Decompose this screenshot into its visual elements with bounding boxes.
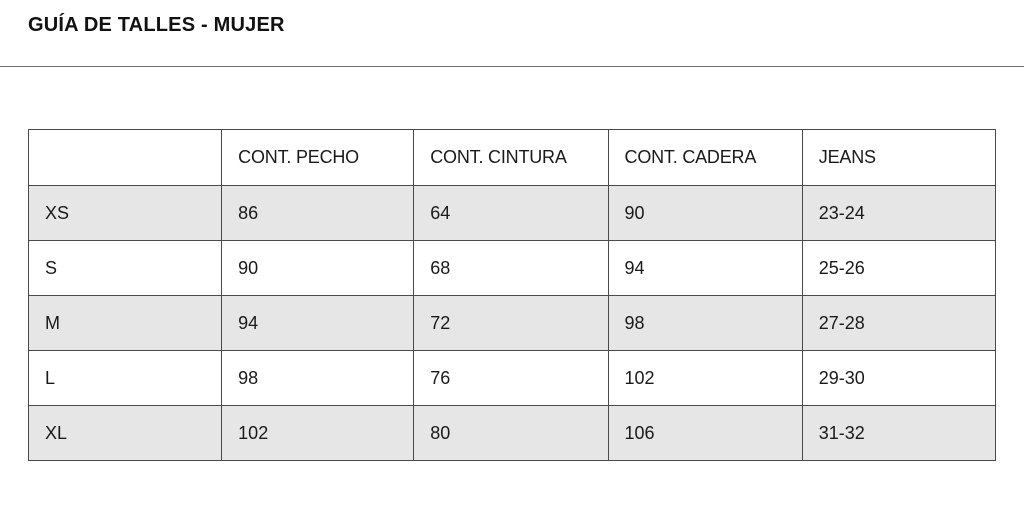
cell-jeans: 29-30	[802, 351, 995, 406]
title-divider	[0, 66, 1024, 67]
cell-hip: 106	[608, 406, 802, 461]
cell-waist: 64	[414, 186, 608, 241]
cell-chest: 86	[222, 186, 414, 241]
table-row	[29, 351, 996, 406]
cell-jeans: 23-24	[802, 186, 995, 241]
header-jeans: JEANS	[802, 130, 995, 186]
table-header-row	[29, 130, 996, 186]
table-row	[29, 296, 996, 351]
cell-hip: 94	[608, 241, 802, 296]
page-title: GUÍA DE TALLES - MUJER	[28, 14, 285, 36]
cell-chest: 98	[222, 351, 414, 406]
table-row	[29, 241, 996, 296]
cell-waist: 68	[414, 241, 608, 296]
cell-jeans: 25-26	[802, 241, 995, 296]
cell-size: XS	[29, 186, 222, 241]
cell-waist: 72	[414, 296, 608, 351]
table-row	[29, 406, 996, 461]
header-hip: CONT. CADERA	[608, 130, 802, 186]
cell-waist: 80	[414, 406, 608, 461]
cell-hip: 98	[608, 296, 802, 351]
table-row	[29, 186, 996, 241]
cell-chest: 102	[222, 406, 414, 461]
header-chest: CONT. PECHO	[222, 130, 414, 186]
cell-size: S	[29, 241, 222, 296]
size-chart-table	[28, 129, 996, 461]
cell-size: M	[29, 296, 222, 351]
cell-hip: 90	[608, 186, 802, 241]
cell-size: XL	[29, 406, 222, 461]
cell-chest: 94	[222, 296, 414, 351]
cell-chest: 90	[222, 241, 414, 296]
cell-jeans: 27-28	[802, 296, 995, 351]
cell-hip: 102	[608, 351, 802, 406]
header-size	[29, 130, 222, 186]
header-waist: CONT. CINTURA	[414, 130, 608, 186]
cell-size: L	[29, 351, 222, 406]
cell-waist: 76	[414, 351, 608, 406]
cell-jeans: 31-32	[802, 406, 995, 461]
